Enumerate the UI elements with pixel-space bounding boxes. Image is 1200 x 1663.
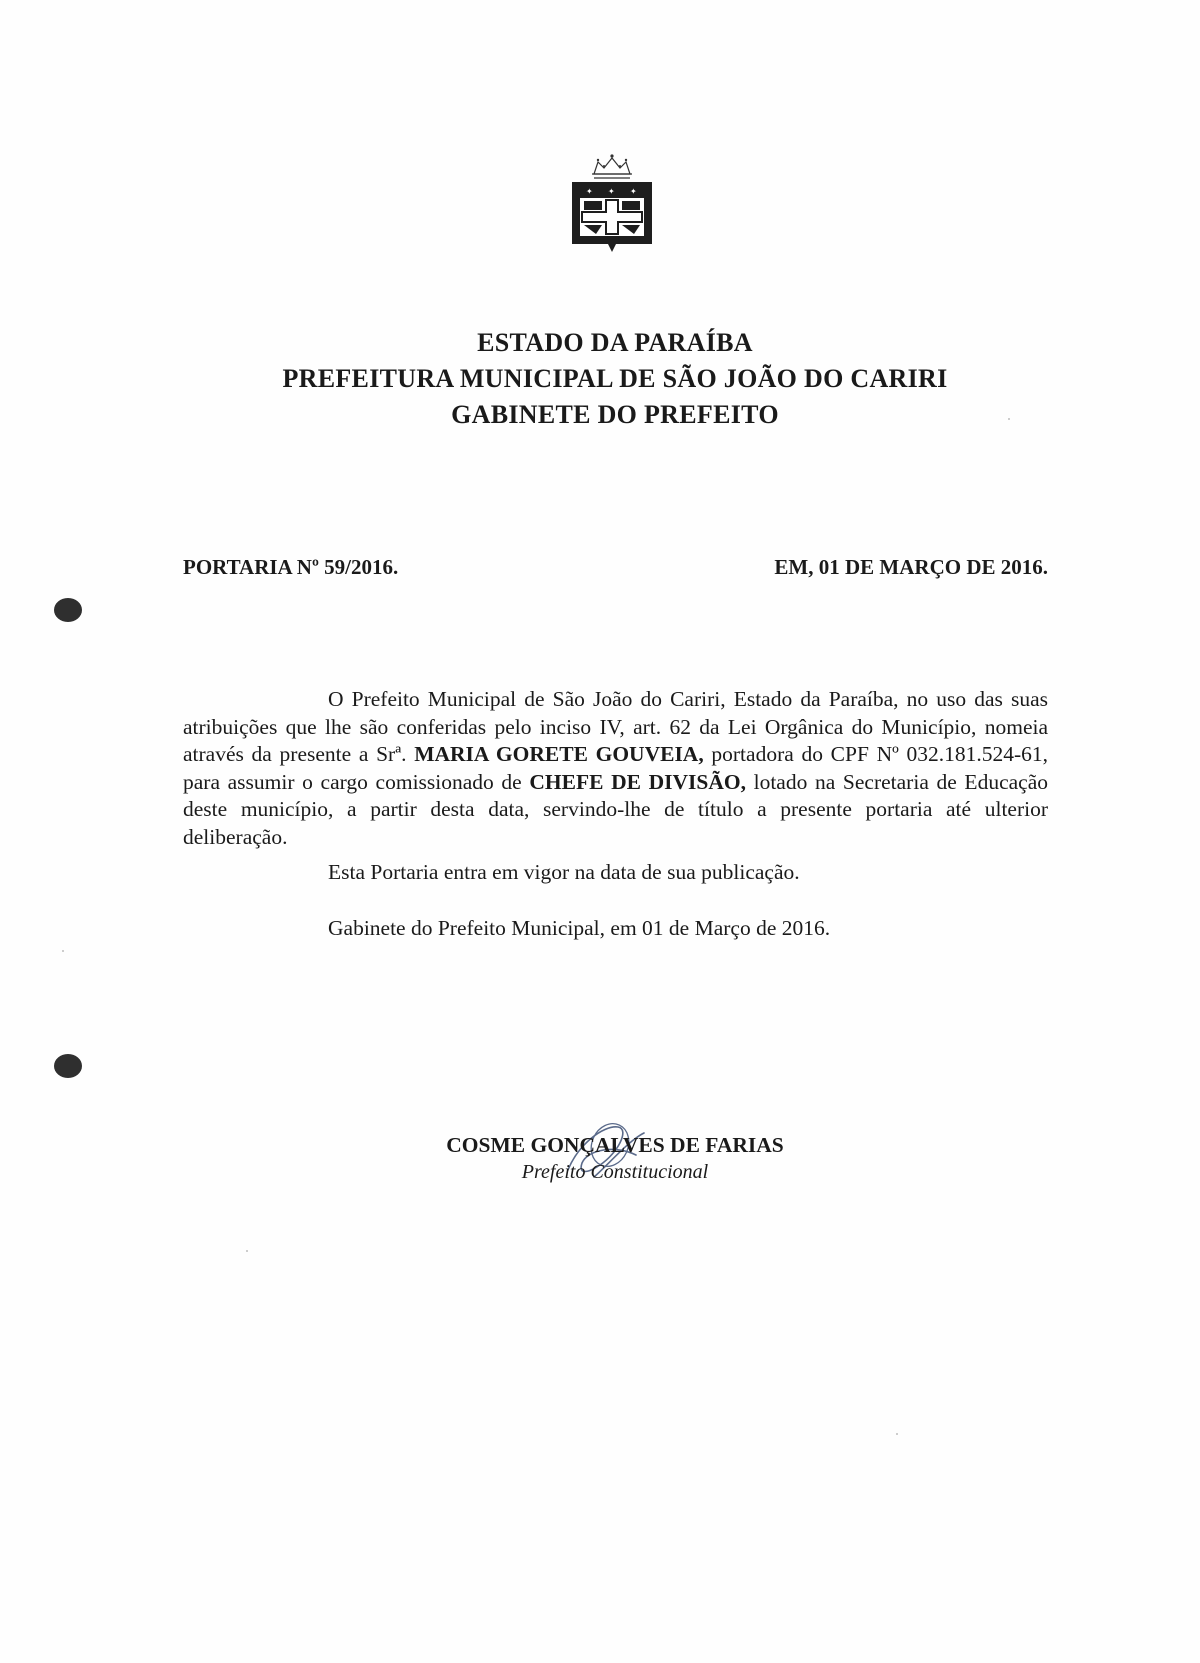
scan-speck (896, 1433, 898, 1435)
document-header (0, 325, 1200, 433)
body-text-cpf: portadora do CPF Nº 032.181.524-61, para assumir o cargo comissionado de (183, 742, 1048, 794)
header-municipality: PREFEITURA MUNICIPAL DE SÃO JOÃO DO CARIRI (282, 364, 948, 393)
appointee-name: MARIA GORETE GOUVEIA, (414, 742, 704, 766)
scan-speck (62, 950, 64, 952)
svg-text:✦: ✦ (630, 187, 637, 196)
body-paragraph-3: Gabinete do Prefeito Municipal, em 01 de Março de 2016. (328, 916, 831, 940)
portaria-body (183, 686, 1048, 851)
punch-hole-bottom (54, 1054, 82, 1078)
signatory-role: Prefeito Constitucional (521, 1161, 709, 1183)
municipal-coat-of-arms-icon (568, 148, 656, 260)
portaria-date: EM, 01 DE MARÇO DE 2016. (774, 555, 1048, 579)
svg-text:✦: ✦ (608, 187, 615, 196)
scan-speck (246, 1250, 248, 1252)
svg-text:✦: ✦ (586, 187, 593, 196)
header-office: GABINETE DO PREFEITO (451, 400, 779, 429)
header-state: ESTADO DA PARAÍBA (477, 328, 753, 357)
appointed-role: CHEFE DE DIVISÃO, (529, 769, 746, 794)
body-text-intro: O Prefeito Municipal de São João do Cariri, Estado da Paraíba, no uso das suas atribuições que lhe são conferidas pelo inciso IV, art. 62 da Lei Orgânica do Município, nomeia através da presente a Srª. (183, 687, 1048, 766)
body-text-closing: lotado na Secretaria de Educação deste município, a partir desta data, servindo-lhe de título a presente portaria até ulterior deliberação. (183, 769, 1048, 849)
signatory-name: COSME GONÇALVES DE FARIAS (446, 1133, 784, 1157)
body-paragraph-1 (183, 686, 1048, 851)
body-paragraph-2: Esta Portaria entra em vigor na data de sua publicação. (328, 860, 800, 884)
punch-hole-top (54, 598, 82, 622)
portaria-number: PORTARIA Nº 59/2016. (183, 555, 399, 579)
